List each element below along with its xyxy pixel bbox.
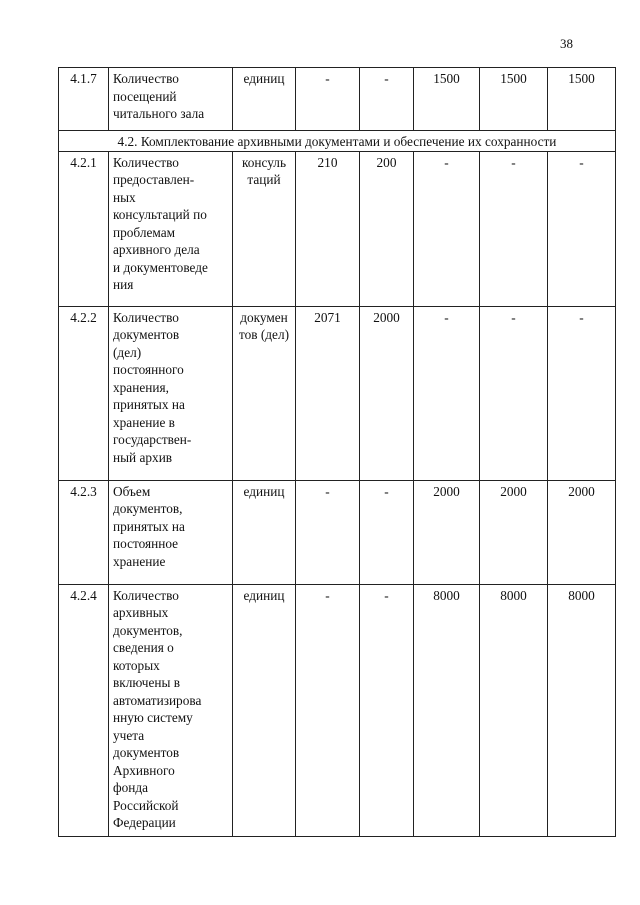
row-unit: единиц — [233, 68, 296, 131]
row-code: 4.2.1 — [59, 151, 109, 306]
page-number: 38 — [560, 36, 573, 51]
row-value: 8000 — [480, 584, 548, 836]
row-value: 2071 — [296, 306, 360, 480]
row-value: 1500 — [548, 68, 616, 131]
row-value: - — [296, 480, 360, 584]
row-code: 4.2.2 — [59, 306, 109, 480]
table-row — [59, 306, 616, 480]
section-header-row — [59, 131, 616, 152]
indicator-table — [58, 67, 616, 837]
row-code: 4.2.3 — [59, 480, 109, 584]
row-indicator-name: Объем документов, принятых на постоянное хранение — [109, 480, 233, 584]
row-value: 2000 — [360, 306, 414, 480]
row-indicator-name: Количество посещений читального зала — [109, 68, 233, 131]
row-value: - — [360, 68, 414, 131]
row-value: - — [296, 584, 360, 836]
row-value: - — [414, 151, 480, 306]
row-code: 4.1.7 — [59, 68, 109, 131]
row-value: 210 — [296, 151, 360, 306]
row-value: - — [480, 151, 548, 306]
row-unit: консуль таций — [233, 151, 296, 306]
row-value: - — [360, 480, 414, 584]
row-value: - — [360, 584, 414, 836]
row-value: - — [548, 306, 616, 480]
row-indicator-name: Количество документов (дел) постоянного хранения, принятых на хранение в государствен- ный архив — [109, 306, 233, 480]
section-header: 4.2. Комплектование архивными документами и обеспечение их сохранности — [59, 131, 616, 152]
row-value: - — [480, 306, 548, 480]
row-code: 4.2.4 — [59, 584, 109, 836]
table-row — [59, 480, 616, 584]
row-value: 8000 — [548, 584, 616, 836]
row-value: 200 — [360, 151, 414, 306]
row-value: 8000 — [414, 584, 480, 836]
row-value: 2000 — [414, 480, 480, 584]
row-indicator-name: Количество предоставлен- ных консультаций по проблемам архивного дела и документоведе ния — [109, 151, 233, 306]
row-unit: докумен тов (дел) — [233, 306, 296, 480]
row-indicator-name: Количество архивных документов, сведения о которых включены в автоматизирова нную систему учета документов Архивного фонда Российской Федерации — [109, 584, 233, 836]
row-value: 1500 — [480, 68, 548, 131]
row-value: - — [548, 151, 616, 306]
row-unit: единиц — [233, 480, 296, 584]
table-row — [59, 68, 616, 131]
table-row — [59, 151, 616, 306]
row-value: - — [414, 306, 480, 480]
table-row — [59, 584, 616, 836]
row-value: 2000 — [548, 480, 616, 584]
row-value: 1500 — [414, 68, 480, 131]
row-value: 2000 — [480, 480, 548, 584]
row-unit: единиц — [233, 584, 296, 836]
row-value: - — [296, 68, 360, 131]
